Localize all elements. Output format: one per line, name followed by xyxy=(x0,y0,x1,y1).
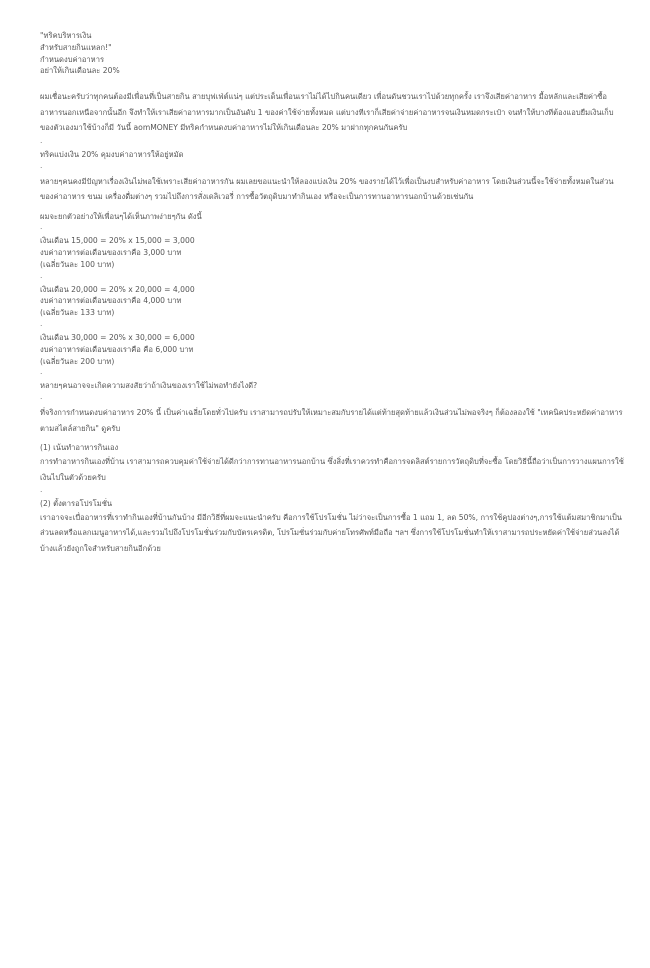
example-salary-15000 xyxy=(40,235,624,270)
example-daily: (เฉลี่ยวันละ 100 บาท) xyxy=(40,259,115,269)
separator: . xyxy=(40,270,43,280)
example-budget: งบค่าอาหารต่อเดือนของเราคือ 4,000 บาท xyxy=(40,296,182,306)
separator: . xyxy=(40,485,43,495)
example-daily: (เฉลี่ยวันละ 200 บาท) xyxy=(40,356,115,366)
intro-block xyxy=(40,30,624,77)
paragraph-intro: ผมเชื่อนะครับว่าทุกคนต้องมีเพื่อนที่เป็นสายกิน สายบุฟเฟ่ต์แน่ๆ แต่ประเด็นเพื่อนเราไม่ได้ไปกินคนเดียว เพื่อนดันชวนเราไปด้วยทุกครั้ง เราจึงเสียค่าอาหาร มื้อหลักและเสียค่าซื้ออาหารนอกเหนือจากนั้นอีก จึงทำให้เราเสียค่าอาหารมากเป็นอันดับ 1 ของค่าใช้จ่ายทั้งหมด แต่บางทีเราก็เสียค่าจ่ายค่าอาหารจนเงินหมดกระเป๋า จนทำให้บางทีต้องแอบยืมเงินเก็บของตัวเองมาใช้บ้างก็มี วันนี้ aomMONEY มีทริคกำหนดงบค่าอาหารไม่ให้เกินเดือนละ 20% มาฝากทุกคนกันครับ xyxy=(40,92,614,133)
example-calc: เงินเดือน 15,000 = 20% x 15,000 = 3,000 xyxy=(40,236,195,246)
separator: . xyxy=(40,392,43,402)
intro-line: สำหรับสายกินแหลก!" xyxy=(40,42,112,52)
example-calc: เงินเดือน 30,000 = 20% x 30,000 = 6,000 xyxy=(40,333,195,342)
example-calc: เงินเดือน 20,000 = 20% x 20,000 = 4,000 xyxy=(40,284,195,294)
section-heading: ทริคแบ่งเงิน 20% คุมงบค่าอาหารให้อยู่หมัด xyxy=(40,149,184,159)
example-salary-20000 xyxy=(40,284,624,319)
separator: . xyxy=(40,319,43,328)
example-budget: งบค่าอาหารต่อเดือนของเราคือ 3,000 บาท xyxy=(40,248,182,258)
section-heading: ผมจะยกตัวอย่างให้เพื่อนๆได้เห็นภาพง่ายๆกัน ดังนี้ xyxy=(40,211,202,221)
example-salary-30000 xyxy=(40,332,624,367)
paragraph-budget: หลายๆคนคงมีปัญหาเรื่องเงินไม่พอใช้เพราะเสียค่าอาหารกัน ผมเลยขอแนะนำให้ลองแบ่งเงิน 20% ของรายได้ไว้เพื่อเป็นงบสำหรับค่าอาหาร โดยเงินส่วนนี้จะใช้จ่ายทั้งหมดในส่วนของค่าอาหาร ขนม เครื่องดื่มต่างๆ รวมไปถึงการสั่งเดลิเวอรี่ การซื้อวัตถุดิบมาทำกินเอง หรือจะเป็นการทานอาหารนอกบ้านด้วยเช่นกัน xyxy=(40,176,614,202)
separator: . xyxy=(40,222,43,232)
paragraph-adjust: ที่จริงการกำหนดงบค่าอาหาร 20% นี้ เป็นค่าเฉลี่ยโดยทั่วไปครับ เราสามารถปรับให้เหมาะสมกับรายได้แต่ท้ายสุดท้ายแล้วเงินส่วนไม่พอจริงๆ ก็ต้องลองใช้ "เทคนิคประหยัดค่าอาหารตามสไตล์สายกิน" ดูครับ xyxy=(40,408,623,433)
intro-line: "ทริคบริหารเงิน xyxy=(40,31,92,40)
example-budget: งบค่าอาหารต่อเดือนของเราคือ คือ 6,000 บาท xyxy=(40,344,194,354)
tip-body: การทำอาหารกินเองที่บ้าน เราสามารถควบคุมค่าใช้จ่ายได้ดีกว่าการทานอาหารนอกบ้าน ซึ่งสิ่งที่เราควรทำคือการจดลิสต์รายการวัตถุดิบที่จะซื้อ โดยวิธีนี้ถือว่าเป็นการวางแผนการใช้เงินไปในตัวด้วยครับ xyxy=(40,456,624,482)
tip-title: (1) เน้นทำอาหารกินเอง xyxy=(40,443,119,453)
tip-body: เราอาจจะเบื่ออาหารที่เราทำกินเองที่บ้านกันบ้าง มีอีกวิธีที่ผมจะแนะนำครับ คือการใช้โปรโมชั่น ไม่ว่าจะเป็นการซื้อ 1 แถม 1, ลด 50%, การใช้คูปองต่างๆ,การใช้แต้มสมาชิกมาเป็นส่วนลดหรือแลกเมนูอาหารได้,และรวมไปถึงโปรโมชั่นร่วมกับบัตรเครดิต, โปรโมชั่นร่วมกับค่ายโทรศัพท์มือถือ ฯลฯ ซึ่งการใช้โปรโมชั่นทำให้เราสามารถประหยัดค่าใช้จ่ายส่วนลงได้บ้างแล้วยังถูกใจสำหรับสายกินอีกด้วย xyxy=(40,512,622,553)
intro-line: กำหนดงบค่าอาหาร xyxy=(40,54,105,64)
example-daily: (เฉลี่ยวันละ 133 บาท) xyxy=(40,308,115,318)
separator: . xyxy=(40,367,43,377)
tip-title: (2) ตั้งตารอโปรโมชั่น xyxy=(40,499,113,509)
separator: . xyxy=(40,135,43,145)
section-heading: หลายๆคนอาจจะเกิดความสงสัยว่าถ้าเงินของเราใช้ไม่พอทำยังไงดี? xyxy=(40,381,258,391)
intro-line: อย่าให้เกินเดือนละ 20% xyxy=(40,66,120,76)
separator: . xyxy=(40,160,43,170)
